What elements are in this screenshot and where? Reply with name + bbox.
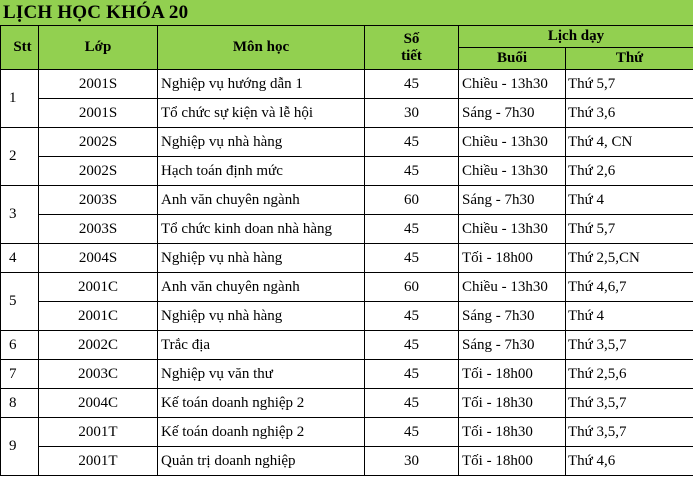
cell-subject[interactable]: Nghiệp vụ nhà hàng	[158, 302, 365, 331]
table-row	[1, 273, 693, 302]
cell-session[interactable]: Chiều - 13h30	[459, 70, 566, 99]
cell-periods[interactable]: 45	[365, 128, 459, 157]
table-row	[1, 389, 693, 418]
cell-day[interactable]: Thứ 4,6	[566, 447, 693, 476]
cell-class[interactable]: 2002C	[39, 331, 158, 360]
table-row	[1, 186, 693, 215]
cell-session[interactable]: Chiều - 13h30	[459, 128, 566, 157]
cell-session[interactable]: Tối - 18h00	[459, 360, 566, 389]
cell-day[interactable]: Thứ 4,6,7	[566, 273, 693, 302]
table-row	[1, 128, 693, 157]
header-periods-line1: Số	[403, 30, 420, 47]
cell-session[interactable]: Sáng - 7h30	[459, 302, 566, 331]
cell-day[interactable]: Thứ 3,6	[566, 99, 693, 128]
cell-class[interactable]: 2001S	[39, 70, 158, 99]
cell-periods[interactable]: 60	[365, 186, 459, 215]
table-row	[1, 360, 693, 389]
cell-day[interactable]: Thứ 4	[566, 302, 693, 331]
cell-subject[interactable]: Nghiệp vụ văn thư	[158, 360, 365, 389]
cell-periods[interactable]: 60	[365, 273, 459, 302]
cell-day[interactable]: Thứ 3,5,7	[566, 418, 693, 447]
cell-subject[interactable]: Anh văn chuyên ngành	[158, 273, 365, 302]
cell-class[interactable]: 2003S	[39, 215, 158, 244]
cell-class[interactable]: 2001C	[39, 302, 158, 331]
cell-subject[interactable]: Kế toán doanh nghiệp 2	[158, 389, 365, 418]
cell-session[interactable]: Chiều - 13h30	[459, 157, 566, 186]
cell-day[interactable]: Thứ 3,5,7	[566, 389, 693, 418]
header-class: Lớp	[39, 26, 158, 70]
cell-periods[interactable]: 30	[365, 447, 459, 476]
cell-day[interactable]: Thứ 4, CN	[566, 128, 693, 157]
cell-class[interactable]: 2001T	[39, 418, 158, 447]
table-body	[1, 70, 693, 476]
cell-stt[interactable]: 4	[1, 244, 39, 273]
cell-session[interactable]: Chiều - 13h30	[459, 215, 566, 244]
cell-stt[interactable]: 9	[1, 418, 39, 476]
cell-stt[interactable]: 5	[1, 273, 39, 331]
cell-class[interactable]: 2003C	[39, 360, 158, 389]
cell-session[interactable]: Chiều - 13h30	[459, 273, 566, 302]
schedule-table	[0, 25, 693, 476]
table-row	[1, 447, 693, 476]
cell-subject[interactable]: Hạch toán định mức	[158, 157, 365, 186]
table-row	[1, 302, 693, 331]
cell-periods[interactable]: 45	[365, 302, 459, 331]
cell-class[interactable]: 2004C	[39, 389, 158, 418]
cell-subject[interactable]: Anh văn chuyên ngành	[158, 186, 365, 215]
cell-session[interactable]: Tối - 18h00	[459, 447, 566, 476]
cell-stt[interactable]: 8	[1, 389, 39, 418]
table-row	[1, 157, 693, 186]
cell-subject[interactable]: Nghiệp vụ nhà hàng	[158, 128, 365, 157]
header-session: Buổi	[459, 48, 566, 70]
cell-day[interactable]: Thứ 4	[566, 186, 693, 215]
cell-class[interactable]: 2003S	[39, 186, 158, 215]
table-row	[1, 331, 693, 360]
cell-session[interactable]: Tối - 18h30	[459, 389, 566, 418]
cell-periods[interactable]: 45	[365, 70, 459, 99]
table-row	[1, 70, 693, 99]
cell-subject[interactable]: Quản trị doanh nghiệp	[158, 447, 365, 476]
cell-periods[interactable]: 45	[365, 157, 459, 186]
cell-class[interactable]: 2002S	[39, 157, 158, 186]
table-row	[1, 215, 693, 244]
cell-periods[interactable]: 45	[365, 244, 459, 273]
cell-subject[interactable]: Kế toán doanh nghiệp 2	[158, 418, 365, 447]
cell-class[interactable]: 2004S	[39, 244, 158, 273]
cell-session[interactable]: Tối - 18h00	[459, 244, 566, 273]
header-day: Thứ	[566, 48, 693, 70]
cell-subject[interactable]: Nghiệp vụ hướng dẫn 1	[158, 70, 365, 99]
cell-periods[interactable]: 45	[365, 389, 459, 418]
cell-stt[interactable]: 3	[1, 186, 39, 244]
cell-class[interactable]: 2001S	[39, 99, 158, 128]
cell-day[interactable]: Thứ 3,5,7	[566, 331, 693, 360]
cell-subject[interactable]: Tổ chức sự kiện và lễ hội	[158, 99, 365, 128]
cell-stt[interactable]: 1	[1, 70, 39, 128]
page-title: LỊCH HỌC KHÓA 20	[3, 2, 189, 23]
header-periods	[365, 26, 459, 70]
cell-day[interactable]: Thứ 5,7	[566, 70, 693, 99]
cell-day[interactable]: Thứ 2,5,6	[566, 360, 693, 389]
table-row	[1, 244, 693, 273]
cell-periods[interactable]: 45	[365, 360, 459, 389]
cell-periods[interactable]: 30	[365, 99, 459, 128]
cell-session[interactable]: Sáng - 7h30	[459, 99, 566, 128]
cell-subject[interactable]: Nghiệp vụ nhà hàng	[158, 244, 365, 273]
cell-subject[interactable]: Trắc địa	[158, 331, 365, 360]
header-stt: Stt	[1, 26, 39, 70]
cell-day[interactable]: Thứ 2,6	[566, 157, 693, 186]
table-row	[1, 418, 693, 447]
cell-stt[interactable]: 6	[1, 331, 39, 360]
cell-day[interactable]: Thứ 5,7	[566, 215, 693, 244]
cell-class[interactable]: 2002S	[39, 128, 158, 157]
cell-session[interactable]: Sáng - 7h30	[459, 186, 566, 215]
cell-class[interactable]: 2001C	[39, 273, 158, 302]
cell-day[interactable]: Thứ 2,5,CN	[566, 244, 693, 273]
title-bar	[0, 0, 693, 26]
cell-periods[interactable]: 45	[365, 418, 459, 447]
header-schedule: Lịch dạy	[459, 26, 693, 48]
cell-periods[interactable]: 45	[365, 331, 459, 360]
header-periods-line2: tiết	[401, 47, 422, 64]
table-row	[1, 99, 693, 128]
table-header	[1, 26, 693, 70]
cell-periods[interactable]: 45	[365, 215, 459, 244]
header-subject: Môn học	[158, 26, 365, 70]
cell-stt[interactable]: 2	[1, 128, 39, 186]
cell-subject[interactable]: Tổ chức kinh doan nhà hàng	[158, 215, 365, 244]
cell-class[interactable]: 2001T	[39, 447, 158, 476]
cell-session[interactable]: Sáng - 7h30	[459, 331, 566, 360]
cell-session[interactable]: Tối - 18h30	[459, 418, 566, 447]
cell-stt[interactable]: 7	[1, 360, 39, 389]
